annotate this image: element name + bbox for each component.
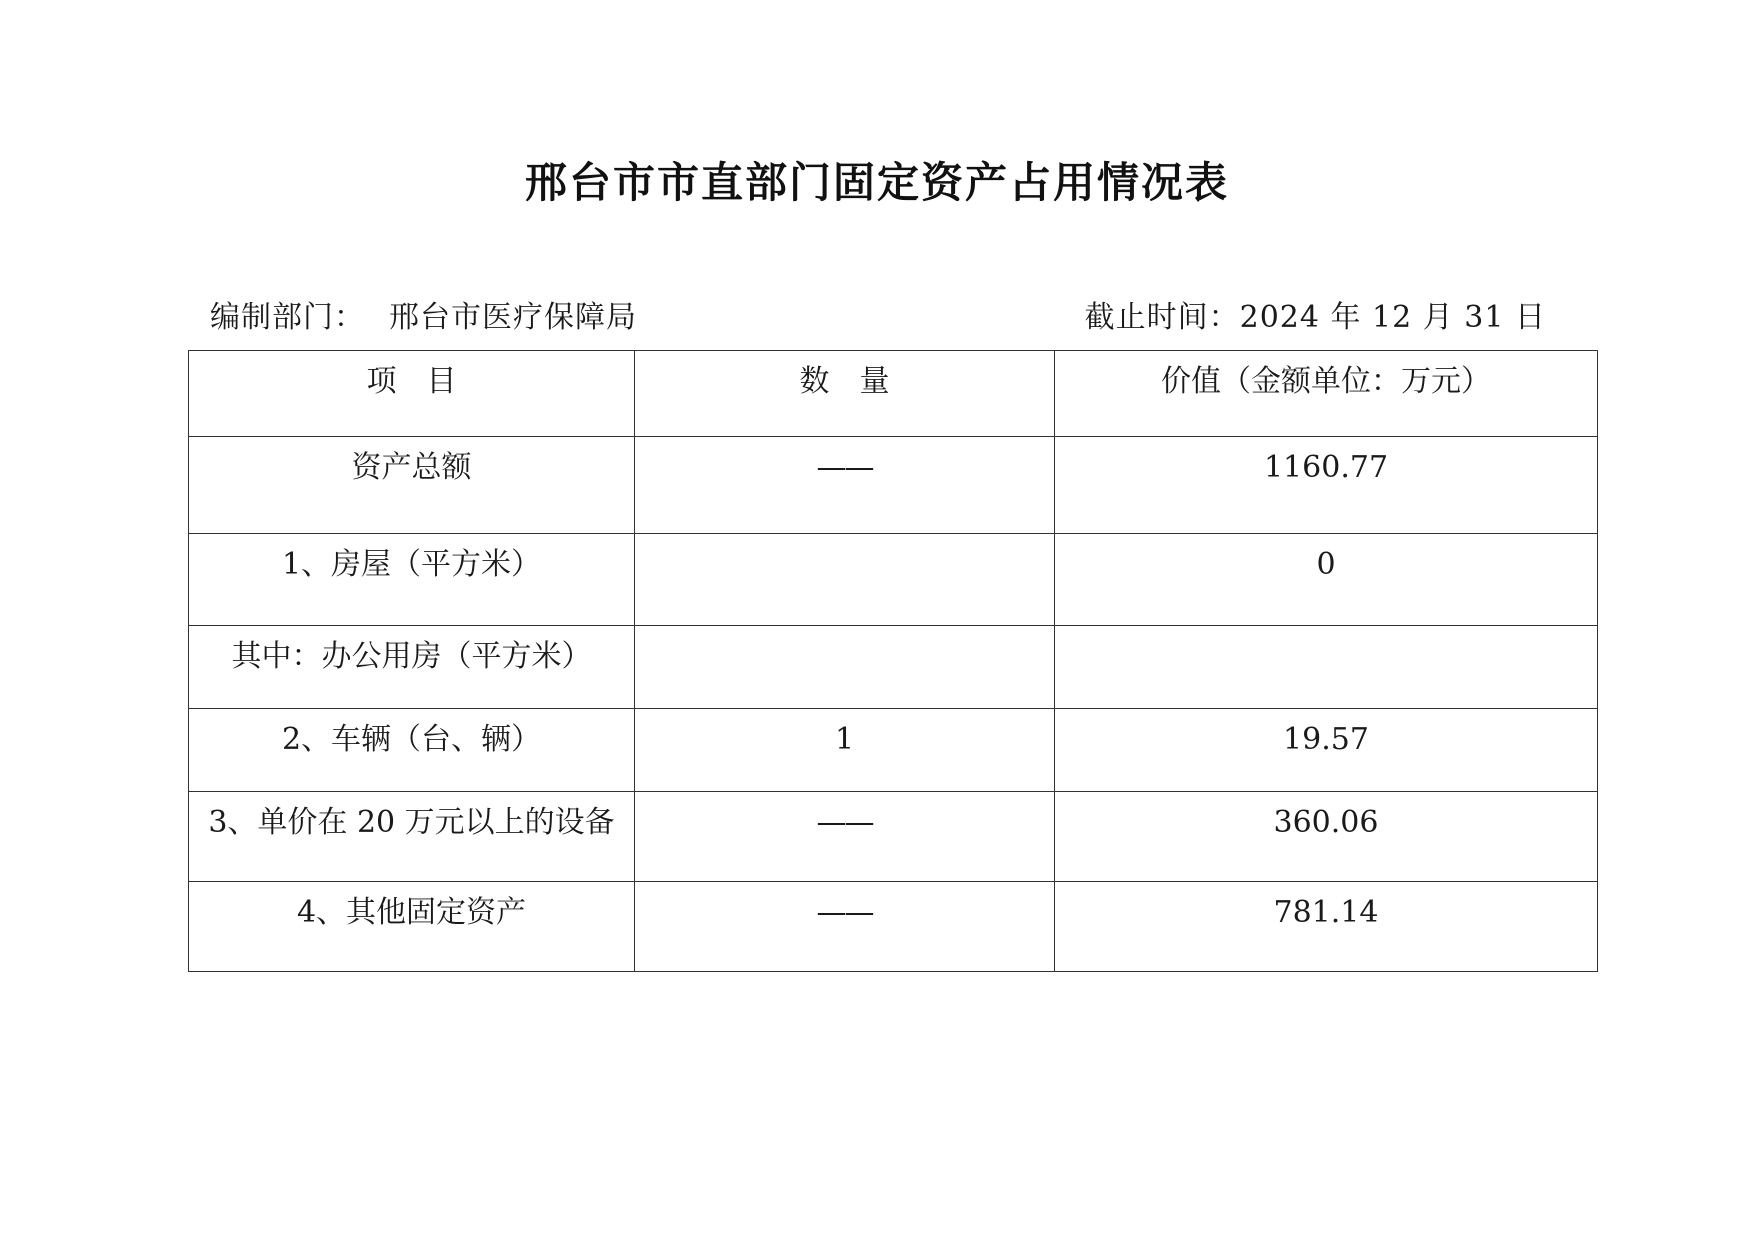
header-item: 项 目 [189,351,635,437]
cell-item: 资产总额 [189,437,635,534]
cutoff-label: 截止时间： [1084,300,1240,335]
table-header-row [189,351,1598,437]
cell-quantity [635,534,1055,626]
cell-quantity: —— [635,437,1055,534]
cell-quantity: 1 [635,709,1055,792]
cell-value: 1160.77 [1055,437,1598,534]
cell-item: 2、车辆（台、辆） [189,709,635,792]
cell-item: 4、其他固定资产 [189,882,635,972]
cell-value: 781.14 [1055,882,1598,972]
table-row [189,882,1598,972]
header-quantity: 数 量 [635,351,1055,437]
cell-item: 其中：办公用房（平方米） [189,626,635,709]
cell-value [1055,626,1598,709]
prepared-by-value: 邢台市医疗保障局 [389,300,637,335]
asset-table [188,350,1598,972]
cell-quantity: —— [635,882,1055,972]
table-row [189,534,1598,626]
prepared-by [210,292,637,336]
cell-quantity: —— [635,792,1055,882]
table-row [189,437,1598,534]
cell-value: 19.57 [1055,709,1598,792]
cell-quantity [635,626,1055,709]
table-row [189,709,1598,792]
cell-value: 0 [1055,534,1598,626]
table-row [189,792,1598,882]
table-row [189,626,1598,709]
cell-item: 1、房屋（平方米） [189,534,635,626]
header-value: 价值（金额单位：万元） [1055,351,1598,437]
cutoff-value: 2024 年 12 月 31 日 [1239,300,1546,335]
cell-value: 360.06 [1055,792,1598,882]
page-title: 邢台市市直部门固定资产占用情况表 [524,158,1229,207]
cutoff-date [1085,292,1546,336]
cell-item: 3、单价在 20 万元以上的设备 [189,792,635,882]
prepared-by-label: 编制部门： [210,300,365,335]
